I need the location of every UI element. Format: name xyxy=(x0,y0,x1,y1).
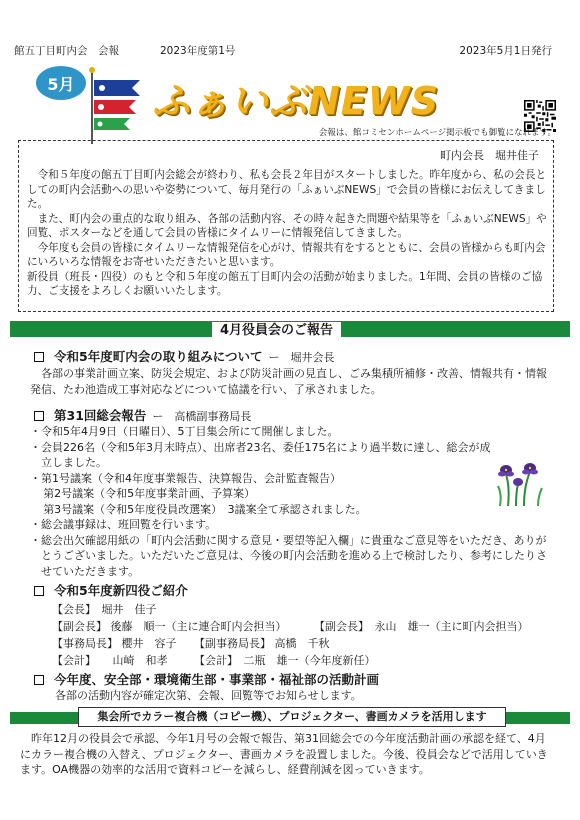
homepage-note: 会報は、館コミセンホームページ掲示板でも御覧になれます。 xyxy=(318,128,556,138)
officer-row: 【副会長】 後藤 順一（主に連合町内会担当） 【副会長】 永山 雄一（主に町内会担当） xyxy=(52,620,529,633)
item-text: 各部の事業計画立案、防災会規定、および防災計画の見直し、ごみ集積所補修・改善、情報共有・情報発信、たわ池造成工事対応などについて協議を行い、了承されました。 xyxy=(30,367,547,396)
officer-row: 【会計】 山崎 和孝 【会計】 二瓶 雄一（今年度新任） xyxy=(52,654,376,667)
issue-number: 2023年度第1号 xyxy=(160,45,236,57)
officer-row: 【事務局長】 櫻井 容子 【副事務局長】 高橋 千秋 xyxy=(52,637,330,650)
item-title: 今年度、安全部・環境衛生部・事業部・福祉部の活動計画 xyxy=(34,670,379,688)
message-paragraph: また、町内会の重点的な取り組み、各部の活動内容、その時々起きた問題や結果等を「ふぁいぶNEWS」や回覧、ポスターなどを通して会員の皆様にタイムリーに情報発信してきました。 xyxy=(27,212,547,239)
equipment-notice-title: 集会所でカラー複合機（コピー機）、プロジェクター、書画カメラを活用します xyxy=(78,707,506,727)
list-item: ・総会議事録は、班回覧を行います。 xyxy=(30,518,217,531)
item-text: 各部の活動内容が確定次第、会報、回覧等でお知らせします。 xyxy=(55,689,362,702)
list-item: ・令和5年4月9日（日曜日）、5丁目集会所にて開催しました。 xyxy=(30,425,339,438)
checkbox-square-icon xyxy=(34,586,44,596)
list-item: 第3号議案（令和5年度役員改選案） 3議案全て承認されました。 xyxy=(43,502,367,516)
equipment-notice-text: 昨年12月の役員会で承認、今年1月号の会報で報告、第31回総会での今年度活動計画の承認を経て、4月にカラー複合機の入替え、プロジェクター、書画カメラを設置しました。今後、役員会などで活用していきます。OA機器の効率的な活用で資料コピーを減らし、経費削減を図っていきます。 xyxy=(20,732,548,776)
item-title: 第31回総会報告 ー 高橋副事務局長 xyxy=(34,406,251,424)
message-body xyxy=(27,168,547,299)
checkbox-square-icon xyxy=(34,675,44,685)
month-badge: 5月 xyxy=(36,66,86,100)
chair-message-box xyxy=(18,140,554,312)
officer-row: 【会長】 堀井 佳子 xyxy=(52,603,157,616)
message-paragraph: 令和５年度の館五丁目町内会総会が終わり、私も会長２年目がスタートしました。昨年度から、私の会長としての町内会活動への思いや姿勢について、毎月発行の「ふぁいぶNEWS」で会員の皆様にお伝えしてきました。 xyxy=(27,169,547,210)
section-title: 4月役員会のご報告 xyxy=(212,322,341,340)
item-title: 令和5年度町内会の取り組みについて ー 堀井会長 xyxy=(34,347,334,365)
item-reporter: ー 堀井会長 xyxy=(268,351,335,364)
list-item: ・会員226名（令和5年3月末時点）、出席者23名、委任175名により過半数に達し、総会が成立しました。 xyxy=(30,440,491,469)
issue-date: 2023年5月1日発行 xyxy=(459,45,552,57)
koinobori-icon xyxy=(84,66,150,146)
checkbox-square-icon xyxy=(34,352,44,362)
checkbox-square-icon xyxy=(34,411,44,421)
list-item: ・総会出欠確認用紙の「町内会活動に関する意見・要望等記入欄」に貴重なご意見等をいただき、ありがとうございました。いただいたご意見は、今後の町内会活動を進める上で検討したり、参考にしたりさせていただきます。 xyxy=(30,533,547,578)
item-title: 令和5年度新四役ご紹介 xyxy=(34,581,188,599)
message-paragraph: 新役員（班長・四役）のもと令和５年度の館五丁目町内会の活動が始まりました。1年間、会員の皆様のご協力、ご支援をよろしくお願いいたします。 xyxy=(27,270,543,297)
list-item: 第2号議案（令和5年度事業計画、予算案） xyxy=(43,487,256,500)
message-author: 町内会長 堀井佳子 xyxy=(440,149,539,162)
message-paragraph: 今年度も会員の皆様にタイムリーな情報発信を心がけ、情報共有をするとともに、会員の皆様からも町内会にいろいろな情報をお寄せいただきたいと思います。 xyxy=(27,241,546,268)
list-item: ・第1号議案（令和4年度事業報告、決算報告、会計監査報告） xyxy=(30,471,341,485)
org-name: 館五丁目町内会 会報 xyxy=(14,45,119,57)
newsletter-title-logo: ふぁいぶNEWS xyxy=(152,79,440,123)
item-reporter: ー 高橋副事務局長 xyxy=(152,410,252,423)
meeting-report-list xyxy=(30,424,550,579)
iris-flower-icon xyxy=(494,458,544,506)
